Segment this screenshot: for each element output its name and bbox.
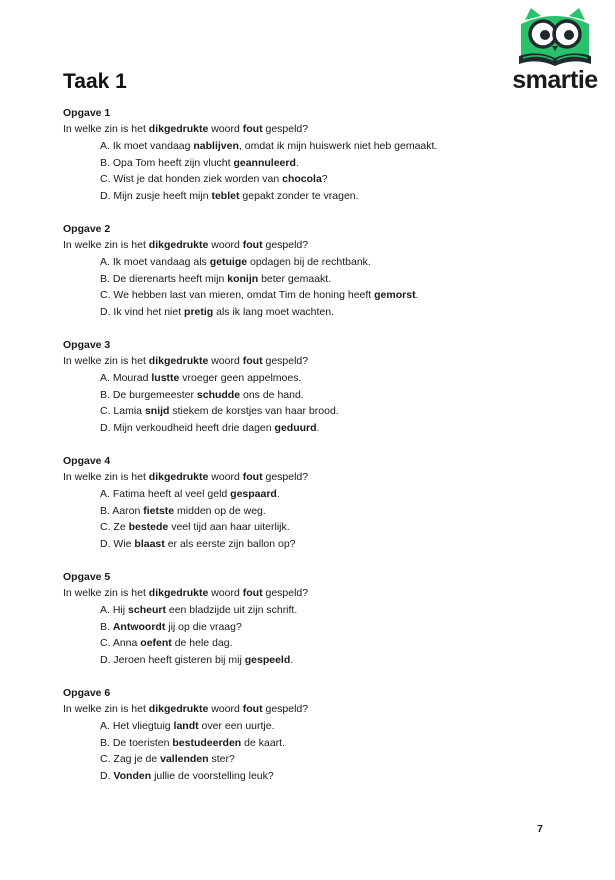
bold-word: snijd: [144, 405, 170, 418]
prompt-emphasis: fout: [242, 703, 263, 715]
option-text: over een uurtje.: [198, 720, 275, 732]
question-list: [63, 106, 593, 802]
answer-options: [100, 486, 593, 552]
answer-option-d: [100, 768, 593, 785]
option-text: D. Mijn verkoudheid heeft drie dagen: [100, 421, 275, 434]
question-label: Opgave 2: [63, 223, 111, 235]
option-text: A. Het vliegtuig: [100, 720, 174, 732]
option-text: jullie de voorstelling leuk?: [151, 769, 274, 782]
option-text: B. De burgemeester: [100, 388, 197, 401]
bold-word: landt: [173, 720, 199, 732]
option-text: A. Ik moet vandaag als: [100, 256, 210, 268]
answer-option-b: [100, 387, 593, 404]
option-text: .: [290, 653, 294, 666]
question-label: Opgave 4: [63, 455, 111, 467]
prompt-emphasis: fout: [242, 355, 263, 367]
prompt-emphasis: dikgedrukte: [148, 471, 209, 483]
prompt-text: gespeld?: [262, 587, 309, 599]
answer-options: [100, 254, 593, 320]
answer-option-d: [100, 536, 593, 553]
answer-option-a: [100, 138, 593, 155]
answer-option-c: [100, 403, 593, 420]
option-text: A. Fatima heeft al veel geld: [100, 488, 231, 500]
smartie-logo: [505, 6, 605, 94]
question-prompt: [63, 353, 593, 369]
bold-word: bestudeerden: [172, 736, 242, 749]
bold-word: geduurd: [274, 421, 317, 434]
option-text: B. De dierenarts heeft mijn: [100, 272, 228, 285]
question-prompt: [63, 701, 593, 717]
prompt-text: woord: [208, 355, 243, 367]
prompt-text: In welke zin is het: [63, 123, 149, 135]
option-text: de hele dag.: [171, 637, 233, 650]
option-text: ?: [321, 173, 328, 186]
option-text: veel tijd aan haar uiterlijk.: [168, 521, 290, 534]
option-text: D. Ik vind het niet: [100, 305, 185, 318]
logo-text: smartie: [512, 66, 598, 94]
answer-option-d: [100, 188, 593, 205]
option-text: C. Anna: [100, 637, 141, 650]
prompt-text: woord: [208, 239, 243, 251]
option-text: D. Mijn zusje heeft mijn: [100, 189, 212, 202]
answer-option-d: [100, 304, 593, 321]
option-text: een bladzijde uit zijn schrift.: [165, 604, 298, 616]
bold-word: blaast: [134, 537, 165, 550]
question-label: Opgave 1: [63, 107, 111, 119]
option-text: A. Ik moet vandaag: [100, 140, 194, 152]
page-title: Taak 1: [63, 70, 127, 93]
answer-option-a: [100, 718, 593, 735]
bold-word: Antwoordt: [112, 620, 166, 633]
option-text: A. Mourad: [100, 372, 152, 384]
prompt-text: woord: [208, 123, 243, 135]
option-text: D. Wie: [100, 537, 135, 550]
option-text: D. Jeroen heeft gisteren bij mij: [100, 653, 245, 666]
option-text: .: [295, 156, 299, 169]
prompt-text: gespeld?: [262, 471, 309, 483]
question-prompt: [63, 121, 593, 137]
prompt-text: In welke zin is het: [63, 703, 149, 715]
prompt-text: In welke zin is het: [63, 471, 149, 483]
option-text: B. Opa Tom heeft zijn vlucht: [100, 156, 234, 169]
option-text: als ik lang moet wachten.: [213, 305, 335, 318]
answer-option-b: [100, 735, 593, 752]
prompt-text: In welke zin is het: [63, 239, 149, 251]
bold-word: nablijven: [193, 140, 239, 152]
option-text: de kaart.: [241, 736, 286, 749]
bold-word: lustte: [151, 372, 180, 384]
answer-option-b: [100, 155, 593, 172]
prompt-emphasis: dikgedrukte: [148, 239, 209, 251]
answer-option-b: [100, 619, 593, 636]
option-text: beter gemaakt.: [258, 272, 332, 285]
question-block-6: [63, 686, 593, 802]
option-text: B.: [100, 620, 113, 633]
owl-logo-icon: [511, 6, 599, 68]
option-text: D.: [100, 769, 114, 782]
option-text: , omdat ik mijn huiswerk niet heb gemaakt.: [238, 140, 438, 152]
question-label: Opgave 6: [63, 687, 111, 699]
option-text: gepakt zonder te vragen.: [239, 189, 359, 202]
answer-option-c: [100, 751, 593, 768]
prompt-emphasis: dikgedrukte: [148, 355, 209, 367]
answer-option-a: [100, 370, 593, 387]
question-prompt: [63, 469, 593, 485]
prompt-emphasis: dikgedrukte: [148, 703, 209, 715]
option-text: er als eerste zijn ballon op?: [164, 537, 296, 550]
answer-option-a: [100, 254, 593, 271]
answer-option-c: [100, 171, 593, 188]
question-block-3: [63, 338, 593, 454]
answer-option-d: [100, 652, 593, 669]
prompt-text: woord: [208, 703, 243, 715]
bold-word: pretig: [184, 305, 214, 318]
option-text: C. We hebben last van mieren, omdat Tim de honing heeft: [100, 289, 375, 302]
option-text: midden op de weg.: [174, 504, 266, 517]
option-text: jij op die vraag?: [165, 620, 242, 633]
option-text: C. Zag je de: [100, 753, 161, 766]
answer-option-c: [100, 519, 593, 536]
answer-option-b: [100, 271, 593, 288]
bold-word: fietste: [143, 504, 175, 517]
prompt-text: woord: [208, 587, 243, 599]
prompt-text: gespeld?: [262, 703, 309, 715]
question-label: Opgave 3: [63, 339, 111, 351]
prompt-emphasis: fout: [242, 587, 263, 599]
answer-options: [100, 370, 593, 436]
bold-word: geannuleerd: [233, 156, 296, 169]
prompt-emphasis: dikgedrukte: [148, 587, 209, 599]
prompt-text: woord: [208, 471, 243, 483]
answer-option-d: [100, 420, 593, 437]
bold-word: bestede: [128, 521, 169, 534]
prompt-emphasis: fout: [242, 471, 263, 483]
answer-options: [100, 718, 593, 784]
option-text: C. Lamia: [100, 405, 145, 418]
bold-word: teblet: [211, 189, 240, 202]
answer-options: [100, 138, 593, 204]
question-label: Opgave 5: [63, 571, 111, 583]
answer-options: [100, 602, 593, 668]
option-text: .: [276, 488, 280, 500]
page-number: 7: [537, 823, 543, 835]
question-block-2: [63, 222, 593, 338]
bold-word: schudde: [196, 388, 241, 401]
answer-option-c: [100, 287, 593, 304]
option-text: B. De toeristen: [100, 736, 173, 749]
option-text: stiekem de korstjes van haar brood.: [169, 405, 339, 418]
bold-word: konijn: [227, 272, 259, 285]
prompt-text: gespeld?: [262, 123, 309, 135]
answer-option-b: [100, 503, 593, 520]
option-text: ons de hand.: [240, 388, 304, 401]
question-block-4: [63, 454, 593, 570]
option-text: .: [316, 421, 320, 434]
bold-word: oefent: [140, 637, 172, 650]
option-text: B. Aaron: [100, 504, 144, 517]
option-text: .: [415, 289, 419, 302]
answer-option-a: [100, 602, 593, 619]
answer-option-c: [100, 635, 593, 652]
prompt-emphasis: fout: [242, 239, 263, 251]
prompt-text: In welke zin is het: [63, 355, 149, 367]
option-text: C. Wist je dat honden ziek worden van: [100, 173, 283, 186]
bold-word: Vonden: [113, 769, 152, 782]
bold-word: getuige: [209, 256, 248, 268]
option-text: vroeger geen appelmoes.: [179, 372, 302, 384]
question-block-5: [63, 570, 593, 686]
prompt-emphasis: dikgedrukte: [148, 123, 209, 135]
prompt-text: gespeld?: [262, 239, 309, 251]
prompt-text: gespeld?: [262, 355, 309, 367]
question-prompt: [63, 585, 593, 601]
option-text: ster?: [208, 753, 235, 766]
option-text: C. Ze: [100, 521, 129, 534]
question-prompt: [63, 237, 593, 253]
question-block-1: [63, 106, 593, 222]
bold-word: chocola: [282, 173, 322, 186]
bold-word: gemorst: [374, 289, 416, 302]
bold-word: gespeeld: [244, 653, 291, 666]
bold-word: gespaard: [230, 488, 277, 500]
prompt-text: In welke zin is het: [63, 587, 149, 599]
option-text: A. Hij: [100, 604, 129, 616]
option-text: opdagen bij de rechtbank.: [247, 256, 371, 268]
bold-word: vallenden: [160, 753, 209, 766]
prompt-emphasis: fout: [242, 123, 263, 135]
answer-option-a: [100, 486, 593, 503]
bold-word: scheurt: [128, 604, 166, 616]
